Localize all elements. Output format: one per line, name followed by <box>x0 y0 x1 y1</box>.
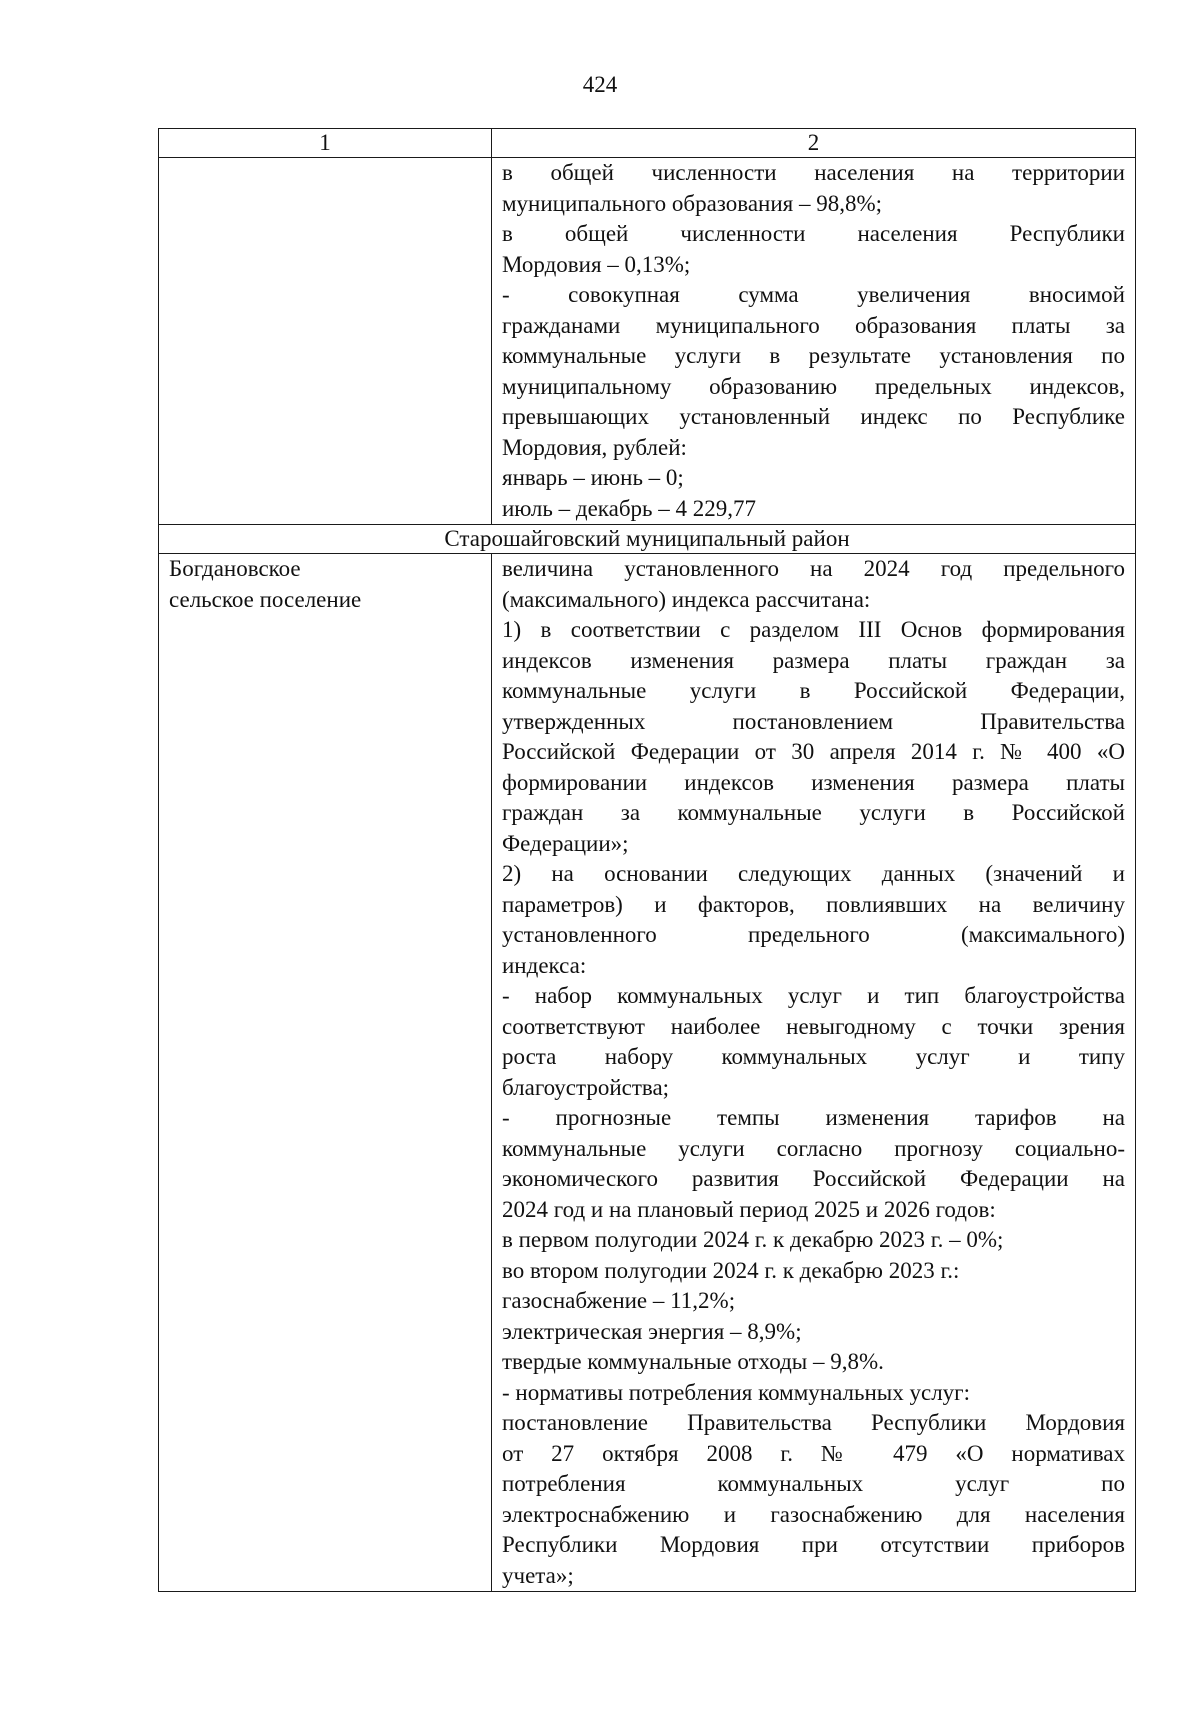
text-line: электрическая энергия – 8,9%; <box>502 1318 802 1344</box>
text-line: - прогнозные темпы изменения тарифов на <box>502 1105 1125 1130</box>
text-line: превышающих установленный индекс по Республике <box>502 404 1125 429</box>
text-line: гражданами муниципального образования платы за <box>502 312 1125 338</box>
table-row <box>159 554 1136 1592</box>
text-line: индексов изменения размера платы граждан за <box>502 647 1125 673</box>
row1-col2-cell <box>492 158 1136 525</box>
settlement-type-line: сельское поселение <box>169 586 362 612</box>
text-line: коммунальные услуги в Российской Федерации, <box>502 678 1125 703</box>
text-line: газоснабжение – 11,2%; <box>502 1288 736 1313</box>
text-line: параметров) и факторов, повлиявших на величину <box>502 891 1125 917</box>
section-title: Старошайговский муниципальный район <box>159 525 1136 554</box>
text-line: утвержденных постановлением Правительства <box>502 708 1125 734</box>
text-line: соответствуют наиболее невыгодному с точки зрения <box>502 1013 1125 1039</box>
document-table <box>158 128 1136 1592</box>
text-line: во втором полугодии 2024 г. к декабрю 2023 г.: <box>502 1257 960 1283</box>
text-line: учета»; <box>502 1562 574 1588</box>
row2-col2-cell <box>492 554 1136 1592</box>
text-line: Мордовия, рублей: <box>502 434 687 460</box>
text-line: в общей численности населения Республики <box>502 221 1125 246</box>
text-line: потребления коммунальных услуг по <box>502 1471 1125 1496</box>
text-line: экономического развития Российской Федерации на <box>502 1166 1125 1191</box>
text-line: граждан за коммунальные услуги в Российской <box>502 800 1125 825</box>
text-line: благоустройства; <box>502 1074 670 1100</box>
text-line: в первом полугодии 2024 г. к декабрю 2023 г. – 0%; <box>502 1227 1004 1252</box>
column-header-2: 2 <box>492 129 1136 158</box>
text-line: электроснабжению и газоснабжению для населения <box>502 1501 1125 1527</box>
text-line: 2024 год и на плановый период 2025 и 2026 годов: <box>502 1196 996 1222</box>
text-line: твердые коммунальные отходы – 9,8%. <box>502 1349 884 1374</box>
text-line: индекса: <box>502 952 587 978</box>
text-line: июль – декабрь – 4 229,77 <box>502 495 757 521</box>
text-line: Мордовия – 0,13%; <box>502 251 691 277</box>
text-line: январь – июнь – 0; <box>502 465 684 490</box>
text-line: (максимального) индекса рассчитана: <box>502 586 871 612</box>
text-line: Российской Федерации от 30 апреля 2014 г. № 400 «О <box>502 739 1125 764</box>
text-line: 1) в соответствии с разделом III Основ формирования <box>502 617 1125 642</box>
text-line: муниципальному образованию предельных индексов, <box>502 373 1125 399</box>
text-line: 2) на основании следующих данных (значений и <box>502 861 1125 886</box>
row2-col1-cell <box>159 554 492 1592</box>
text-line: установленного предельного (максимального) <box>502 922 1125 947</box>
table-row <box>159 158 1136 525</box>
text-line: роста набору коммунальных услуг и типу <box>502 1044 1125 1069</box>
settlement-name-line: Богдановское <box>169 556 301 581</box>
row1-text <box>502 158 1125 524</box>
section-row <box>159 525 1136 554</box>
column-header-1: 1 <box>159 129 492 158</box>
text-line: постановление Правительства Республики Мордовия <box>502 1410 1125 1435</box>
text-line: - нормативы потребления коммунальных услуг: <box>502 1379 970 1405</box>
table-header-row <box>159 129 1136 158</box>
text-line: муниципального образования – 98,8%; <box>502 190 883 216</box>
text-line: Федерации»; <box>502 830 629 856</box>
text-line: Республики Мордовия при отсутствии приборов <box>502 1532 1125 1557</box>
text-line: формировании индексов изменения размера платы <box>502 769 1125 795</box>
text-line: - совокупная сумма увеличения вносимой <box>502 282 1125 307</box>
text-line: - набор коммунальных услуг и тип благоустройства <box>502 983 1125 1008</box>
text-line: величина установленного на 2024 год предельного <box>502 556 1125 581</box>
text-line: коммунальные услуги согласно прогнозу социально- <box>502 1135 1125 1161</box>
row1-col1-cell <box>159 158 492 525</box>
row2-text <box>502 554 1125 1591</box>
text-line: от 27 октября 2008 г. № 479 «О нормативах <box>502 1440 1125 1466</box>
text-line: в общей численности населения на территории <box>502 160 1125 185</box>
text-line: коммунальные услуги в результате установления по <box>502 343 1125 368</box>
page-number: 424 <box>582 72 618 97</box>
